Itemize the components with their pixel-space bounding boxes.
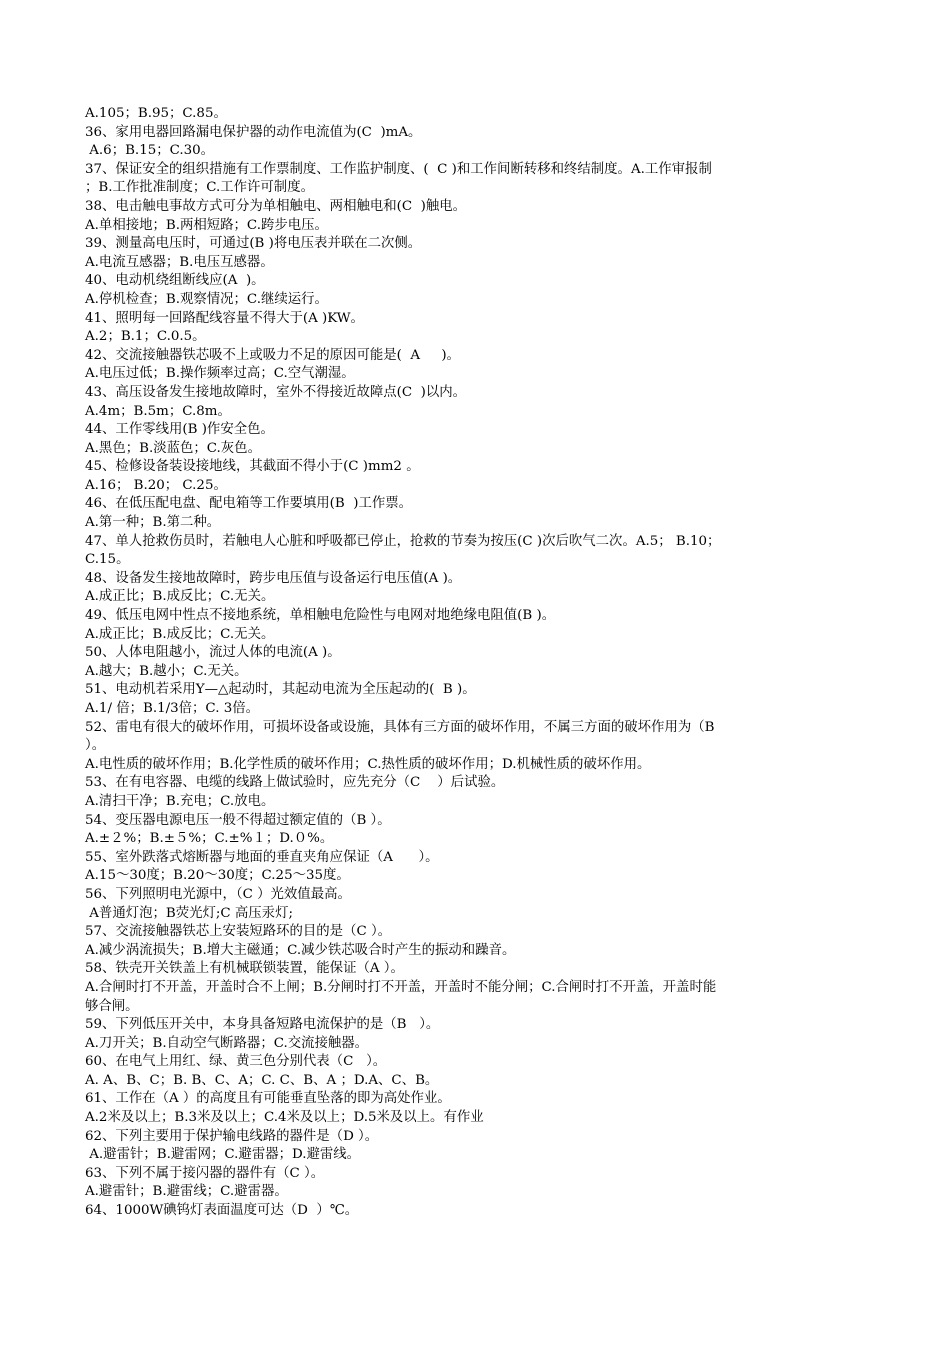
text-line: A. A、B、C；B. B、C、A；C. C、B、A ；D.A、C、B。 bbox=[85, 1072, 439, 1088]
text-line: C.15。 bbox=[85, 552, 130, 568]
text-line: 43、高压设备发生接地故障时，室外不得接近故障点(C )以内。 bbox=[85, 384, 467, 400]
text-line: A.合闸时打不开盖，开盖时合不上闸；B.分闸时打不开盖，开盖时不能分闸；C.合闸时打不开盖，开盖时能 bbox=[85, 979, 717, 995]
text-line: A.1/ 倍；B.1/3倍；C. 3倍。 bbox=[85, 701, 260, 716]
text-line: A普通灯泡；B荧光灯;C 高压汞灯; bbox=[85, 905, 293, 921]
text-line: A.16； B.20； C.25。 bbox=[85, 477, 227, 493]
text-line: A.减少涡流损失；B.增大主磁通；C.减少铁芯吸合时产生的振动和躁音。 bbox=[85, 942, 516, 958]
text-line: 52、雷电有很大的破坏作用，可损坏设备或设施，具体有三方面的破坏作用，不属三方面的破坏作用为（B bbox=[85, 719, 715, 735]
text-line: 36、家用电器回路漏电保护器的动作电流值为(C )mA。 bbox=[85, 124, 422, 140]
text-line: A.电流互感器；B.电压互感器。 bbox=[85, 254, 274, 270]
text-line: ；B.工作批准制度；C.工作许可制度。 bbox=[85, 180, 314, 196]
text-line: A.±２%；B.±５%；C.±%１；D.０%。 bbox=[85, 831, 334, 847]
text-line: A.105；B.95；C.85。 bbox=[85, 106, 227, 121]
text-line: 38、电击触电事故方式可分为单相触电、两相触电和(C )触电。 bbox=[85, 198, 467, 214]
text-line: A.清扫干净；B.充电；C.放电。 bbox=[85, 793, 275, 809]
text-line: 够合闸。 bbox=[85, 998, 139, 1014]
text-line: 45、检修设备装设接地线，其截面不得小于(C )mm2 。 bbox=[85, 459, 420, 475]
text-line: 63、下列不属于接闪器的器件有（C ）。 bbox=[85, 1165, 325, 1181]
text-line: 49、低压电网中性点不接地系统，单相触电危险性与电网对地绝缘电阻值(B )。 bbox=[85, 608, 556, 624]
text-line: 47、单人抢救伤员时，若触电人心脏和呼吸都已停止，抢救的节奏为按压(C )次后吹气二次。A.5； B.10； bbox=[85, 533, 721, 549]
text-line: 46、在低压配电盘、配电箱等工作要填用(B )工作票。 bbox=[85, 496, 413, 512]
text-line: 62、下列主要用于保护输电线路的器件是（D ）。 bbox=[85, 1128, 379, 1144]
text-line: 37、保证安全的组织措施有工作票制度、工作监护制度、( C )和工作间断转移和终结制度。A.工作审报制 bbox=[85, 161, 712, 177]
text-line: A.4m；B.5m；C.8m。 bbox=[85, 403, 231, 419]
text-line: ）。 bbox=[85, 738, 106, 754]
text-line: A.电性质的破坏作用；B.化学性质的破坏作用；C.热性质的破坏作用；D.机械性质的破坏作用。 bbox=[85, 756, 651, 772]
text-line: 50、人体电阻越小，流过人体的电流(A )。 bbox=[85, 645, 341, 661]
text-line: A.避雷针；B.避雷网；C.避雷器；D.避雷线。 bbox=[85, 1147, 361, 1163]
text-line: A.成正比；B.成反比；C.无关。 bbox=[85, 626, 275, 642]
text-line: 58、铁壳开关铁盖上有机械联锁装置，能保证（A ）。 bbox=[85, 961, 404, 977]
text-line: A.2米及以上；B.3米及以上；C.4米及以上；D.5米及以上。有作业 bbox=[85, 1110, 484, 1126]
text-line: 41、照明每一回路配线容量不得大于(A )KW。 bbox=[85, 310, 364, 326]
text-line: 57、交流接触器铁芯上安装短路环的目的是（C ）。 bbox=[85, 924, 392, 940]
text-line: A.停机检查；B.观察情况；C.继续运行。 bbox=[85, 291, 328, 307]
text-line: A.单相接地；B.两相短路；C.跨步电压。 bbox=[85, 217, 328, 233]
text-line: A.黑色；B.淡蓝色；C.灰色。 bbox=[85, 440, 261, 456]
text-line: 61、工作在（A ）的高度且有可能垂直坠落的即为高处作业。 bbox=[85, 1091, 451, 1107]
text-line: 39、测量高电压时，可通过(B )将电压表并联在二次侧。 bbox=[85, 236, 422, 252]
text-line: A.越大；B.越小；C.无关。 bbox=[85, 663, 248, 679]
text-line: 53、在有电容器、电缆的线路上做试验时，应先充分（C ）后试验。 bbox=[85, 775, 505, 791]
text-line: A.第一种；B.第二种。 bbox=[85, 515, 221, 531]
text-line: 54、变压器电源电压一般不得超过额定值的（B ）。 bbox=[85, 812, 391, 828]
text-line: A.避雷针；B.避雷线；C.避雷器。 bbox=[85, 1184, 288, 1200]
text-line: 64、1000W碘钨灯表面温度可达（D ）℃。 bbox=[85, 1203, 359, 1219]
text-line: 48、设备发生接地故障时，跨步电压值与设备运行电压值(A )。 bbox=[85, 570, 462, 586]
text-line: A.刀开关；B.自动空气断路器；C.交流接触器。 bbox=[85, 1035, 369, 1051]
text-line: 42、交流接触器铁芯吸不上或吸力不足的原因可能是( A )。 bbox=[85, 347, 460, 363]
text-line: 59、下列低压开关中，本身具备短路电流保护的是（B ）。 bbox=[85, 1017, 440, 1033]
text-line: A.6；B.15；C.30。 bbox=[85, 143, 215, 159]
text-line: A.2；B.1；C.0.5。 bbox=[85, 329, 206, 345]
text-line: 56、下列照明电光源中，（C ）光效值最高。 bbox=[85, 886, 351, 902]
text-line: A.电压过低；B.操作频率过高；C.空气潮湿。 bbox=[85, 366, 355, 382]
text-line: 60、在电气上用红、绿、黄三色分别代表（C ）。 bbox=[85, 1054, 387, 1070]
text-line: 55、室外跌落式熔断器与地面的垂直夹角应保证（A ）。 bbox=[85, 849, 439, 865]
text-line: A.15～30度；B.20～30度；C.25～35度。 bbox=[85, 868, 350, 884]
text-line: 40、电动机绕组断线应(A )。 bbox=[85, 273, 265, 289]
text-line: A.成正比；B.成反比；C.无关。 bbox=[85, 589, 275, 605]
text-line: 51、电动机若采用Y—△起动时，其起动电流为全压起动的( B )。 bbox=[85, 682, 476, 698]
text-line: 44、工作零线用(B )作安全色。 bbox=[85, 422, 274, 438]
